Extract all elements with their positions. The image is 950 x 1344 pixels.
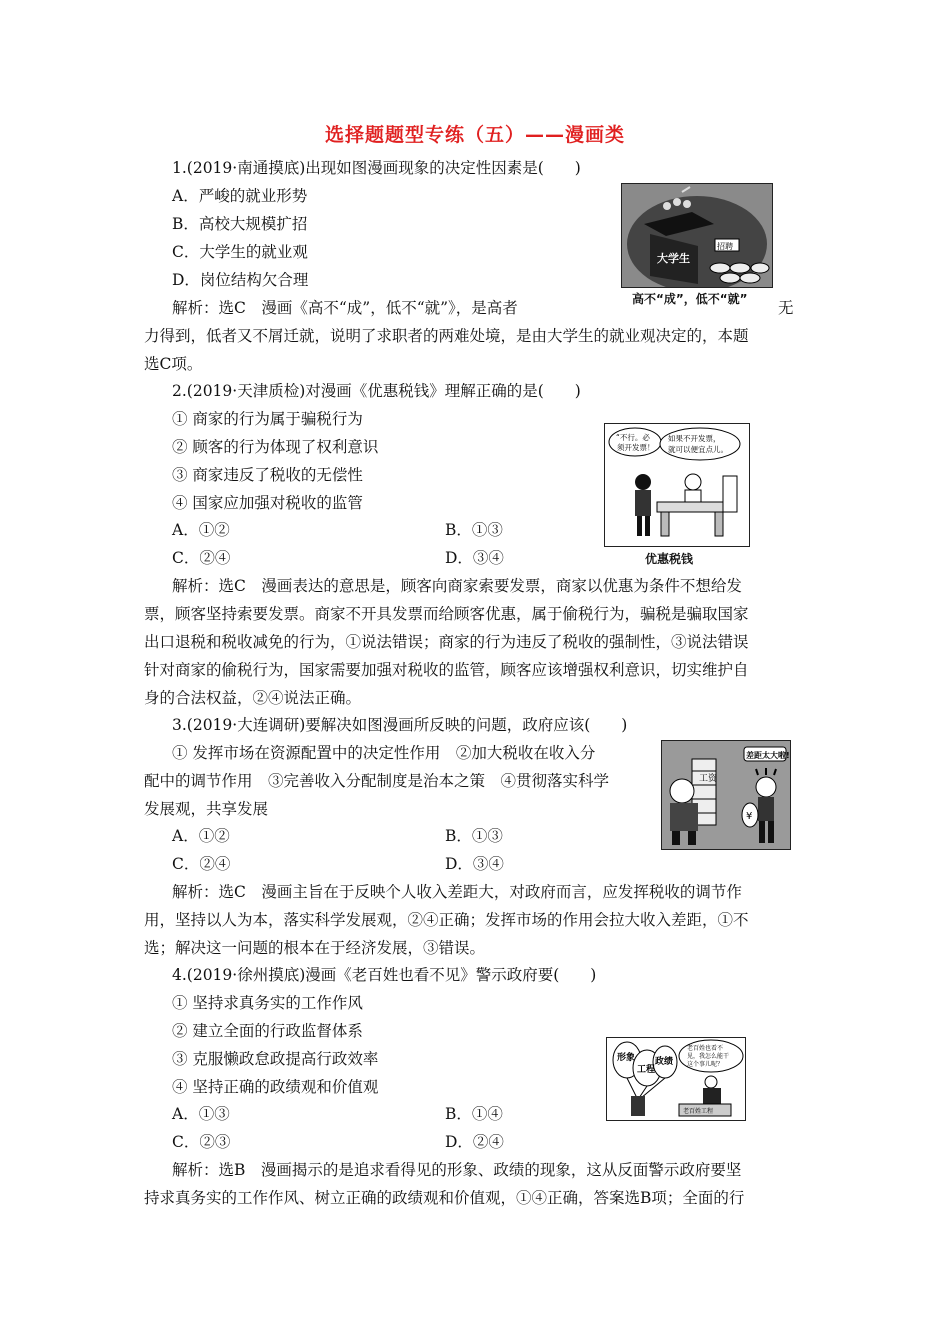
q2-option-b: B．①③ — [445, 521, 503, 539]
q2-bubble-customer-l1: 如果不开发票， — [668, 434, 721, 443]
q2-analysis-line4: 针对商家的偷税行为，国家需要加强对税收的监管，顾客应该增强权利意识，切实维护自 — [144, 661, 749, 679]
q4-option-a: A．①③ — [172, 1105, 230, 1123]
q4-box-label: 老百姓工程 — [683, 1108, 714, 1115]
q2-bubble-customer-l2: 就可以便宜点儿。 — [668, 445, 728, 454]
q2-option-d: D．③④ — [445, 549, 504, 567]
page-title: 选择题题型专练（五）——漫画类 — [324, 124, 625, 146]
q1-cartoon-caption: 高不“成”，低不“就” — [632, 292, 748, 306]
q4-option-c: C．②③ — [172, 1133, 231, 1151]
q3-cartoon — [661, 740, 791, 850]
q2-cartoon-illustration — [605, 424, 749, 546]
q4-item-2: ② 建立全面的行政监督体系 — [172, 1022, 363, 1040]
q2-item-4: ④ 国家应加强对税收的监管 — [172, 494, 363, 512]
q3-body-line3: 发展观，共享发展 — [144, 800, 269, 818]
q1-option-b: B．高校大规模扩招 — [172, 215, 308, 233]
q3-body-line1: ① 发挥市场在资源配置中的决定性作用 ②加大税收在收入分 — [172, 744, 596, 762]
q4-analysis-line1: 解析：选B 漫画揭示的是追求看得见的形象、政绩的现象，这从反面警示政府要坚 — [172, 1161, 742, 1179]
q3-option-b: B．①③ — [445, 827, 503, 845]
q3-body-line2: 配中的调节作用 ③完善收入分配制度是治本之策 ④贯彻落实科学 — [144, 772, 610, 790]
q1-stem: 1.(2019·南通摸底)出现如图漫画现象的决定性因素是( ) — [172, 159, 581, 177]
q2-analysis-line2: 票，顾客坚持索要发票。商家不开具发票而给顾客优惠，属于偷税行为，骗税是骗取国家 — [144, 605, 749, 623]
q3-analysis-line2: 用，坚持以人为本，落实科学发展观，②④正确；发挥市场的作用会拉大收入差距，①不 — [144, 911, 749, 929]
q2-cartoon — [604, 423, 750, 547]
q2-item-2: ② 顾客的行为体现了权利意识 — [172, 438, 379, 456]
q2-bubble-merchant-l2: 须开发票！ — [617, 443, 655, 452]
q2-option-a: A．①② — [172, 521, 230, 539]
q1-analysis-line3: 选C项。 — [144, 355, 203, 373]
q2-stem: 2.(2019·天津质检)对漫画《优惠税钱》理解正确的是( ) — [172, 382, 581, 400]
q4-option-d: D．②④ — [445, 1133, 504, 1151]
q4-option-b: B．①④ — [445, 1105, 503, 1123]
q3-option-c: C．②④ — [172, 855, 231, 873]
q4-bubble-l1: 老百姓也看不 — [687, 1045, 724, 1052]
q4-analysis-line2: 持求真务实的工作作风、树立正确的政绩观和价值观，①④正确，答案选B项；全面的行 — [144, 1189, 745, 1207]
q4-item-3: ③ 克服懒政怠政提高行政效率 — [172, 1050, 379, 1068]
q2-bubble-merchant-l1: “不行。必 — [616, 433, 650, 442]
q3-banner-label: 差距太大啦! — [746, 751, 790, 760]
q4-bubble-l2: 见，我怎么能干 — [687, 1053, 730, 1060]
q4-cartoon-illustration — [607, 1038, 745, 1120]
q4-stem: 4.(2019·徐州摸底)漫画《老百姓也看不见》警示政府要( ) — [172, 966, 597, 984]
q3-coin-label: ¥ — [746, 811, 753, 822]
q1-option-c: C．大学生的就业观 — [172, 243, 308, 261]
q1-sign-label: 招聘 — [717, 242, 733, 251]
q3-analysis-line1: 解析：选C 漫画主旨在于反映个人收入差距大，对政府而言，应发挥税收的调节作 — [172, 883, 742, 901]
q1-cartoon — [621, 183, 773, 288]
q4-item-4: ④ 坚持正确的政绩观和价值观 — [172, 1078, 379, 1096]
q1-cartoon-illustration — [622, 184, 772, 287]
q1-option-d: D．岗位结构欠合理 — [172, 271, 309, 289]
q1-hat-label: 大学生 — [657, 252, 690, 265]
q1-option-a: A．严峻的就业形势 — [172, 187, 308, 205]
q2-analysis-line3: 出口退税和税收减免的行为，①说法错误；商家的行为违反了税收的强制性，③说法错误 — [144, 633, 749, 651]
q3-stack-label: 工资 — [699, 774, 718, 784]
q4-bubble-l3: 这个事儿呢？ — [687, 1061, 724, 1068]
q2-item-3: ③ 商家违反了税收的无偿性 — [172, 466, 363, 484]
q2-option-c: C．②④ — [172, 549, 231, 567]
q4-cartoon — [606, 1037, 746, 1121]
q3-stem: 3.(2019·大连调研)要解决如图漫画所反映的问题，政府应该( ) — [172, 716, 628, 734]
q2-analysis-line5: 身的合法权益，②④说法正确。 — [144, 689, 362, 707]
q4-balloon-3: 政绩 — [655, 1057, 674, 1067]
q4-balloon-1: 形象 — [617, 1053, 636, 1063]
q3-option-a: A．①② — [172, 827, 230, 845]
q1-analysis-line1-end: 无 — [778, 299, 794, 317]
q4-balloon-2: 工程 — [637, 1065, 656, 1075]
q4-item-1: ① 坚持求真务实的工作作风 — [172, 994, 363, 1012]
q1-analysis-line1: 解析：选C 漫画《高不“成”，低不“就”》，是高者 — [172, 299, 518, 317]
q2-item-1: ① 商家的行为属于骗税行为 — [172, 410, 363, 428]
q2-analysis-line1: 解析：选C 漫画表达的意思是，顾客向商家索要发票，商家以优惠为条件不想给发 — [172, 577, 742, 595]
q3-cartoon-illustration — [662, 741, 790, 849]
q3-analysis-line3: 选；解决这一问题的根本在于经济发展，③错误。 — [144, 939, 486, 957]
q1-analysis-line2: 力得到，低者又不屑迁就，说明了求职者的两难处境，是由大学生的就业观决定的，本题 — [144, 327, 749, 345]
q3-option-d: D．③④ — [445, 855, 504, 873]
q2-cartoon-caption: 优惠税钱 — [645, 552, 694, 566]
